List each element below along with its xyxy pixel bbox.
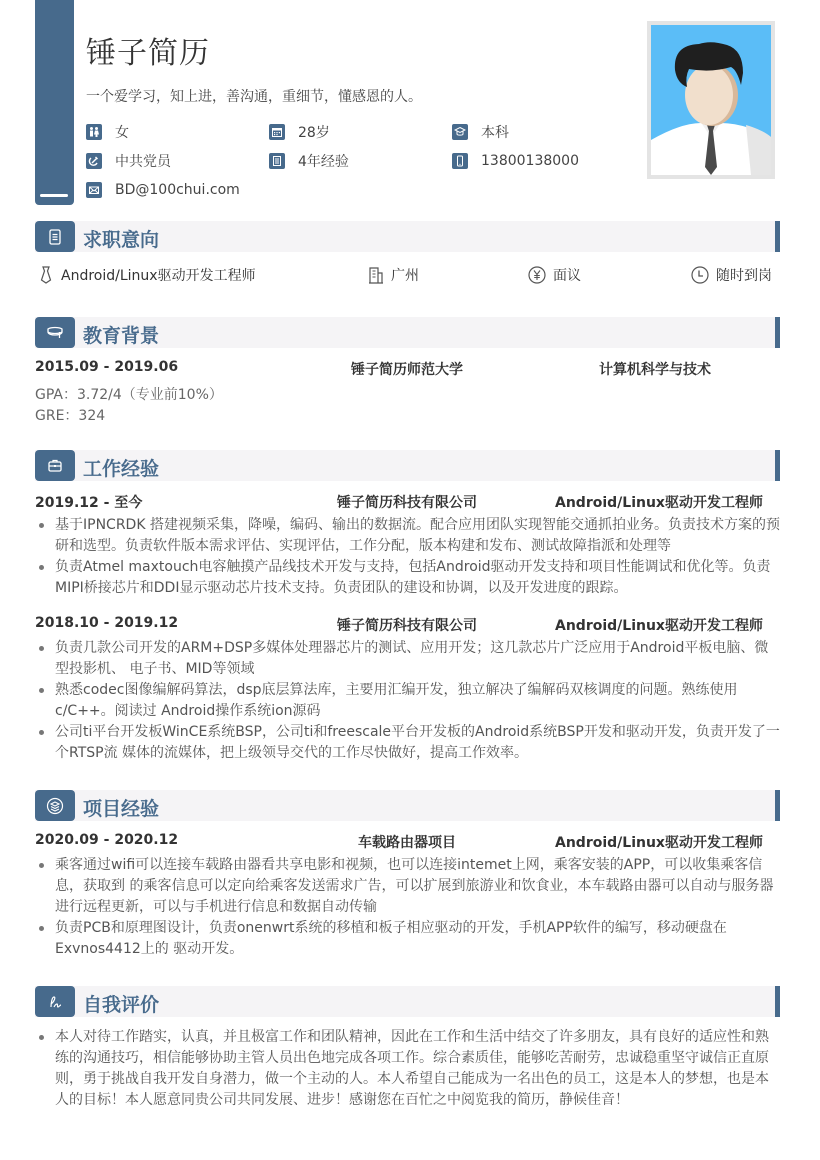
education-gpa: GPA：3.72/4（专业前10%） (35, 387, 223, 403)
job-company: 锤子简历科技有限公司 (337, 495, 477, 511)
education-period: 2015.09 - 2019.06 (35, 359, 179, 375)
education-gre: GRE：324 (35, 408, 106, 424)
section-title: 项目经验 (83, 798, 160, 820)
job-period: 2019.12 - 至今 (35, 495, 143, 511)
project-bullets (35, 855, 780, 960)
project-row (35, 832, 780, 852)
availability-value: 随时到岗 (716, 268, 772, 284)
list-item: 熟悉codec图像编解码算法，dsp底层算法库，主要用汇编开发，独立解决了编解码双核调度的问题。熟练使用c/C++。阅读过 Android操作系统ion源码 (35, 680, 780, 722)
education-value: 本科 (481, 125, 509, 141)
intent-city (368, 265, 419, 285)
mail-icon (86, 182, 102, 198)
avatar-illustration (651, 25, 771, 175)
party-emblem-icon (86, 153, 102, 169)
section-title: 自我评价 (83, 994, 160, 1016)
list-item: 乘客通过wifi可以连接车载路由器看共享电影和视频，也可以连接intemet上网，乘客安装的APP，可以收集乘客信息，获取到 的乘客信息可以定向给乘客发送需求广告，可以扩展到旅游业和饮食业，本车载路由器可以自动与服务器进行远程更新，可以与手机进行信息和数据自动传输 (35, 855, 780, 918)
self-bullets (35, 1027, 780, 1111)
job-company: 锤子简历科技有限公司 (337, 618, 477, 634)
clock-icon (691, 266, 709, 284)
list-item: 公司ti平台开发板WinCE系统BSP，公司ti和freescale平台开发板的Android系统BSP开发和驱动开发，负责开发了一个RTSP流 媒体的流媒体，把上级领导交代的工作尽快做好，提高工作效率。 (35, 722, 780, 764)
project-role: Android/Linux驱动开发工程师 (555, 835, 763, 851)
clipboard-icon (269, 153, 285, 169)
education-major: 计算机科学与技术 (599, 362, 711, 378)
list-item: 基于IPNCRDK 搭建视频采集，降噪，编码、输出的数据流。配合应用团队实现智能交通抓拍业务。负责技术方案的预研和选型。负责软件版本需求评估、实现评估，工作分配，版本构建和发布、测试故障指派和处理等 (35, 515, 780, 557)
info-phone (452, 151, 579, 171)
gender-value: 女 (115, 125, 129, 141)
accent-sidebar-bar (35, 0, 74, 205)
job-bullets (35, 515, 780, 599)
salary-value: 面议 (553, 268, 581, 284)
info-email (86, 180, 240, 200)
motto: 一个爱学习，知上进，善沟通，重细节，懂感恩的人。 (86, 89, 422, 105)
resume-name: 锤子简历 (86, 36, 210, 71)
age-value: 28岁 (298, 125, 330, 141)
education-row (35, 359, 780, 379)
section-header-intent (35, 221, 780, 252)
politics-value: 中共党员 (115, 154, 171, 170)
profile-photo (647, 21, 775, 179)
sidebar-dash (40, 194, 68, 197)
info-experience (269, 151, 349, 171)
job-bullets (35, 638, 780, 764)
work-row (35, 615, 780, 635)
city-value: 广州 (391, 268, 419, 284)
project-period: 2020.09 - 2020.12 (35, 832, 179, 848)
education-school: 锤子简历师范大学 (351, 362, 463, 378)
info-education (452, 122, 509, 142)
section-title: 求职意向 (83, 229, 160, 251)
building-icon (368, 266, 384, 284)
phone-icon (452, 153, 468, 169)
yuan-icon (528, 266, 546, 284)
briefcase-icon (35, 450, 75, 481)
section-header-project (35, 790, 780, 821)
tie-icon (38, 266, 54, 284)
section-header-education (35, 317, 780, 348)
work-row (35, 492, 780, 512)
info-politics (86, 151, 171, 171)
section-header-self (35, 986, 780, 1017)
signature-icon (35, 986, 75, 1017)
graduation-cap-icon (35, 317, 75, 348)
section-title: 教育背景 (83, 325, 160, 347)
position-value: Android/Linux驱动开发工程师 (61, 268, 256, 284)
job-role: Android/Linux驱动开发工程师 (555, 618, 763, 634)
list-item: 负责Atmel maxtouch电容触摸产品线技术开发与支持，包括Android驱动开发支持和项目性能调试和优化等。负责MIPI桥接芯片和DDI显示驱动芯片技术支持。负责团队的建设和协调，以及开发进度的跟踪。 (35, 557, 780, 599)
section-title: 工作经验 (83, 458, 160, 480)
experience-value: 4年经验 (298, 154, 349, 170)
info-gender (86, 122, 129, 142)
phone-value: 13800138000 (481, 153, 579, 169)
list-item: 本人对待工作踏实，认真，并且极富工作和团队精神，因此在工作和生活中结交了许多朋友，具有良好的适应性和熟练的沟通技巧，相信能够协助主管人员出色地完成各项工作。综合素质佳，能够吃苦耐劳，忠诚稳重坚守诚信正直原则，勇于挑战自我开发自身潜力，做一个主动的人。本人希望自己能成为一名出色的员工，这是本人的梦想，也是本人的目标！本人愿意同贵公司共同发展、进步！感谢您在百忙之中阅览我的简历，静候佳音！ (35, 1027, 780, 1111)
calendar-icon (269, 124, 285, 140)
list-item: 负责PCB和原理图设计，负责onenwrt系统的移植和板子相应驱动的开发，手机APP软件的编写，移动硬盘在Exvnos4412上的 驱动开发。 (35, 918, 780, 960)
clipboard-icon (35, 221, 75, 252)
intent-position (38, 265, 256, 285)
section-header-work (35, 450, 780, 481)
info-age (269, 122, 330, 142)
intent-salary (528, 265, 581, 285)
job-period: 2018.10 - 2019.12 (35, 615, 179, 631)
job-role: Android/Linux驱动开发工程师 (555, 495, 763, 511)
gender-icon (86, 124, 102, 140)
email-value[interactable]: BD@100chui.com (115, 182, 240, 198)
intent-availability (691, 265, 772, 285)
list-item: 负责几款公司开发的ARM+DSP多媒体处理器芯片的测试、应用开发；这几款芯片广泛应用于Android平板电脑、微型投影机、 电子书、MID等领域 (35, 638, 780, 680)
layers-icon (35, 790, 75, 821)
graduation-cap-icon (452, 124, 468, 140)
project-name: 车载路由器项目 (358, 835, 456, 851)
